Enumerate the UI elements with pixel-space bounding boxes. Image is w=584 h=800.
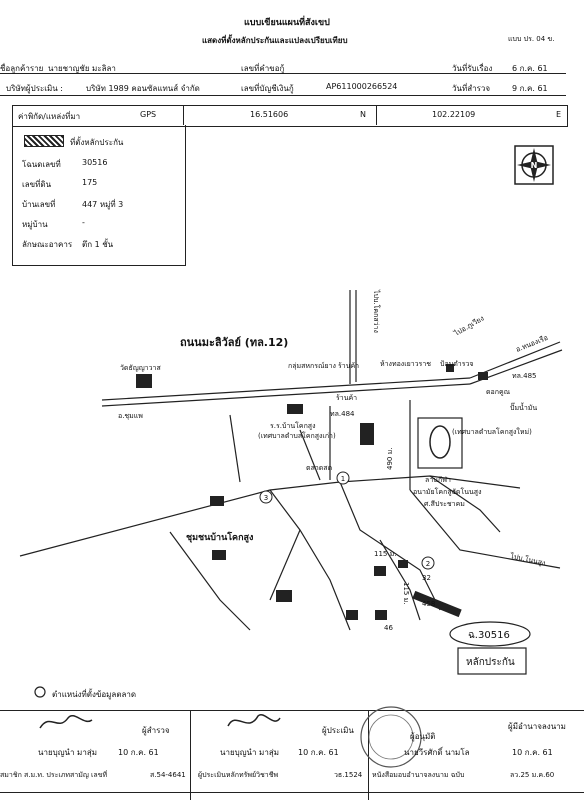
map-label: ไปอ.ภูเวียง <box>453 314 486 338</box>
map-label: (เทศบาลตำบลโคกสูงเก่า) <box>258 432 336 440</box>
account-value: AP611000266524 <box>326 82 398 91</box>
market-location-icon <box>34 686 46 698</box>
location-map <box>0 270 584 690</box>
approver-name: นายวีรศักดิ์ นามโล <box>404 748 470 757</box>
surveyor-role: ผู้สำรวจ <box>142 726 170 735</box>
debtor-value: นายชาญชัย มะลิลา <box>48 64 116 73</box>
surveyor-member: สมาชิก ส.ม.ท. ประเภทสามัญ เลขที่ <box>0 771 108 779</box>
collateral-parcel <box>412 591 461 617</box>
debtor-label: ชื่อลูกค้าราย <box>0 64 44 73</box>
request-no-label: เลขที่คำขอกู้ <box>241 64 285 73</box>
map-label: 115 ม. <box>402 582 410 605</box>
map-label: ชุมชนบ้านโคกสูง <box>186 533 254 543</box>
map-label: ศ.สีประชาคม <box>424 500 465 508</box>
map-label: (เทศบาลตำบลโคกสูงใหม่) <box>452 428 532 436</box>
map-label: ปั๊มน้ำมัน <box>510 404 538 412</box>
map-label: 1 <box>340 475 346 483</box>
north-compass-icon <box>514 145 554 185</box>
map-label: 2 <box>425 560 431 568</box>
account-label: เลขที่บัญชีเงินกู้ <box>241 84 294 93</box>
appraiser-role: ผู้ประเมิน <box>322 726 354 735</box>
form-number: แบบ ปร. 04 ข. <box>508 35 555 43</box>
signature-1 <box>36 708 96 736</box>
collateral-swatch <box>24 135 64 147</box>
legend-label: ลักษณะอาคาร <box>22 240 73 249</box>
legend-value: 30516 <box>82 158 108 167</box>
received-value: 6 ก.ค. 61 <box>512 64 548 73</box>
surveyor-name: นายบุญนำ มาสุ่ม <box>38 748 97 757</box>
approver-date: 10 ก.ค. 61 <box>512 748 553 757</box>
title-line1: แบบเขียนแผนที่สังเขป <box>244 18 330 28</box>
map-label: 32 <box>422 574 431 582</box>
legend-value: - <box>82 218 85 227</box>
legend-label: โฉนดเลขที่ <box>22 160 61 169</box>
surveyor-member-no: ส.54-4641 <box>150 771 186 779</box>
company-label: บริษัทผู้ประเมิน : <box>6 84 63 93</box>
map-label: ดอกคูณ <box>486 388 511 396</box>
company-value: บริษัท 1989 คอนซัลแทนส์ จำกัด <box>86 84 200 93</box>
gps-label: ค่าพิกัด/แหล่งที่มา <box>18 112 81 121</box>
building-block <box>360 423 374 445</box>
map-label: ตลาดสด <box>306 464 333 472</box>
survey-label: วันที่สำรวจ <box>452 84 491 93</box>
map-label: ไปบ.โนนสูง <box>509 552 547 568</box>
surveyor-date: 10 ก.ค. 61 <box>118 748 159 757</box>
signature-2 <box>224 708 284 736</box>
stadium <box>418 418 462 468</box>
legend-label: เลขที่ดิน <box>22 180 52 189</box>
legend-label: หมู่บ้าน <box>22 220 48 229</box>
map-label: ฉ.30516 <box>468 630 510 641</box>
survey-value: 9 ก.ค. 61 <box>512 84 548 93</box>
legend-value: 175 <box>82 178 98 187</box>
map-label: อนามัยโคกสูง <box>413 488 456 496</box>
compass-letter: N <box>530 161 538 170</box>
map-label: ทล.485 <box>512 372 537 380</box>
footer-legend-label: ตำแหน่งที่ตั้งข้อมูลตลาด <box>52 690 137 699</box>
map-label: ร้านค้า <box>336 394 358 402</box>
map-label: 115 ม. <box>374 550 397 558</box>
received-label: วันที่รับเรื่อง <box>452 64 493 73</box>
gps-lon: 102.22109 <box>432 110 476 119</box>
map-label: 490 ม. <box>386 447 394 470</box>
legend-label: บ้านเลขที่ <box>22 200 56 209</box>
map-label: หลักประกัน <box>466 657 515 668</box>
legend-value: 447 หมู่ที่ 3 <box>82 200 124 209</box>
appraiser-name: นายบุญนำ มาสุ่ม <box>220 748 279 757</box>
approver-role: ผู้อนุมัติ <box>410 732 436 741</box>
map-label: วัดโนนสูง <box>452 488 482 496</box>
gps-lon-dir: E <box>556 110 562 119</box>
main-road-label: ถนนมะลิวัลย์ (ทล.12) <box>180 336 289 349</box>
legend-value: ตึก 1 ชั้น <box>82 240 114 249</box>
map-label: วัดธัญญาวาส <box>120 364 161 372</box>
map-label: อ.ชุมแพ <box>118 412 143 420</box>
map-label: ร.ร.บ้านโคกสูง <box>270 422 316 430</box>
title-line2: แสดงที่ตั้งหลักประกันและแปลงเปรียบเทียบ <box>202 36 348 45</box>
approver-role-label: ผู้มีอำนาจลงนาม <box>508 722 566 731</box>
map-label: ร้านค้า <box>338 362 360 370</box>
appraiser-date: 10 ก.ค. 61 <box>298 748 339 757</box>
map-label: กลุ่มสหกรณ์ยาง <box>288 362 336 370</box>
map-label: 46 <box>384 624 393 632</box>
map-label: ไปบ.โคกสว่าง <box>372 290 380 333</box>
approver-doc: หนังสือมอบอำนาจลงนาม ฉบับ <box>372 771 465 779</box>
gps-source: GPS <box>140 110 157 119</box>
map-label: ห้างทองเยาวราช <box>380 360 431 368</box>
appraiser-cert: ผู้ประเมินหลักทรัพย์วิชาชีพ <box>198 771 279 779</box>
appraiser-cert-no: วธ.1524 <box>334 771 363 779</box>
map-label: ทล.484 <box>330 410 355 418</box>
map-label: 458 <box>422 600 436 608</box>
map-label: ป้อมตำรวจ <box>440 360 474 368</box>
map-label: อ.หนองเรือ <box>514 333 550 354</box>
approver-doc-no: ลว.25 ม.ค.60 <box>510 771 555 779</box>
map-label: 3 <box>263 494 269 502</box>
legend-swatch-label: ที่ตั้งหลักประกัน <box>70 138 124 147</box>
gps-lat: 16.51606 <box>250 110 289 119</box>
gps-lat-dir: N <box>360 110 366 119</box>
map-label: ลานกีฬา <box>425 476 451 484</box>
